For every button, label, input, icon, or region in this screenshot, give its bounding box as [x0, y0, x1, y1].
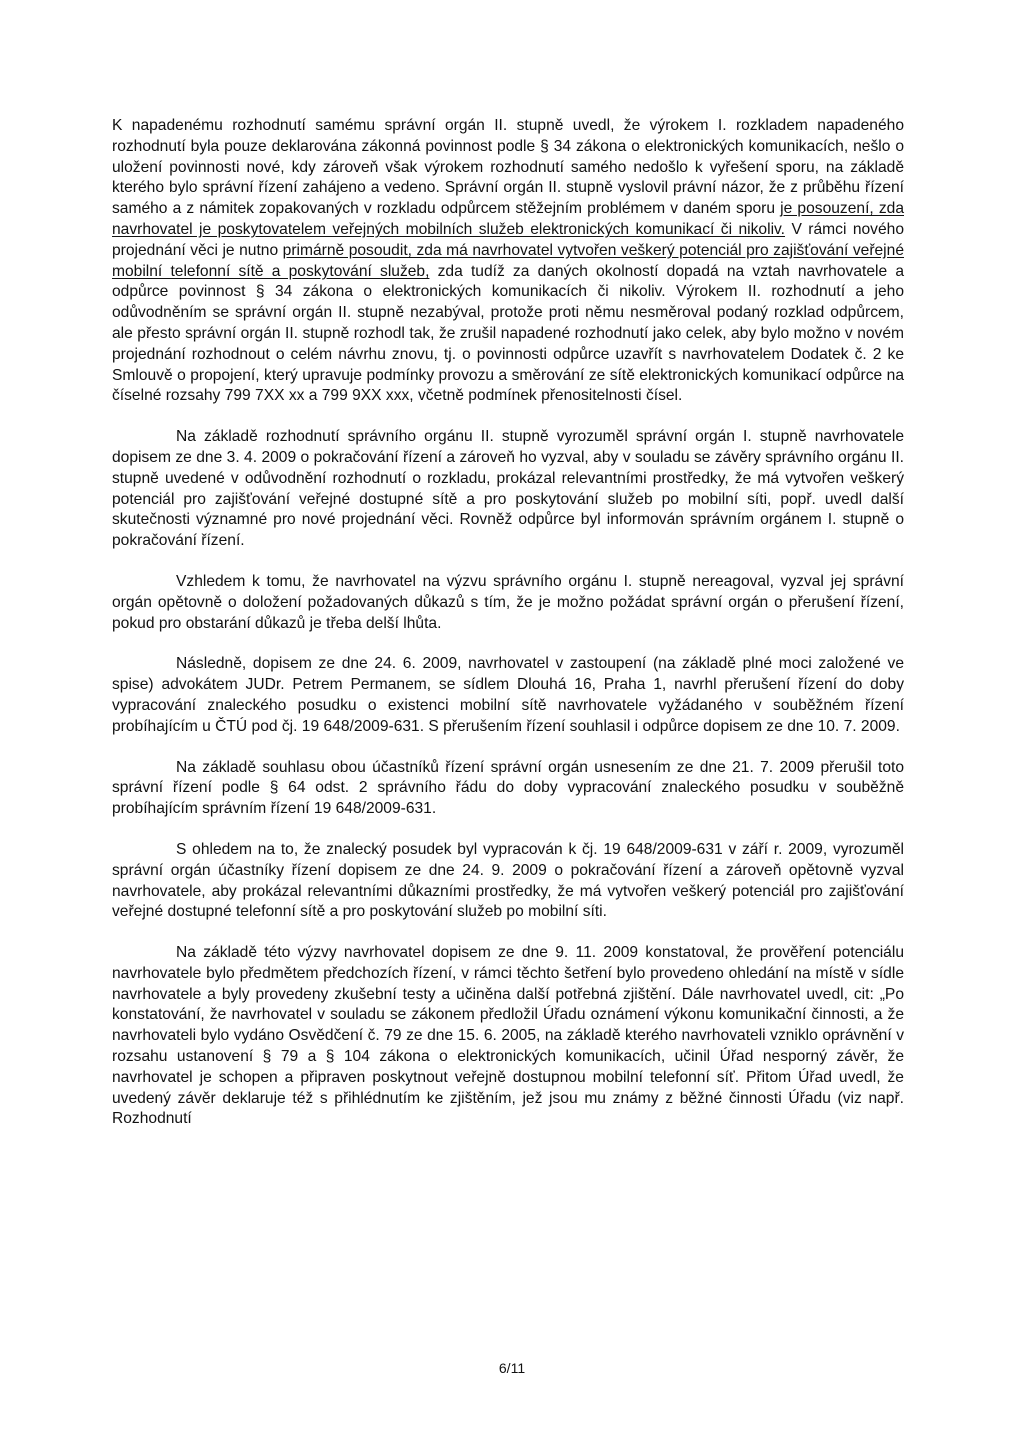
paragraph-text: Na základě této výzvy navrhovatel dopisem ze dne 9. 11. 2009 konstatoval, že prověření potenciálu navrhovatele bylo předmětem předchozích řízení, v rámci těchto šetření bylo provedeno ohledání na místě v sídle navrhovatele a byly provedeny zkušební testy a učiněna další potřebná zjištění. Dále navrhovatel uvedl, cit: „Po konstatování, že navrhovatel v souladu se zákonem předložil Úřadu oznámení výkonu komunikační činnosti, a že navrhovateli bylo vydáno Osvědčení č. 79 ze dne 15. 6. 2005, na základě kterého navrhovateli vzniklo oprávnění v rozsahu ustanovení § 79 a § 104 zákona o elektronických komunikacích, učinil Úřad nesporný závěr, že navrhovatel je schopen a připraven poskytnout veřejně dostupnou mobilní telefonní síť. Přitom Úřad uvedl, že uvedený závěr deklaruje též s přihlédnutím ke zjištěním, jež jsou mu známy z běžné činnosti Úřadu (viz např. Rozhodnutí [112, 944, 904, 1128]
document-body [112, 116, 904, 1130]
paragraph-text: K napadenému rozhodnutí samému správní orgán II. stupně uvedl, že výrokem I. rozkladem napadeného rozhodnutí byla pouze deklarována zákonná povinnost podle § 34 zákona o elektronických komunikacích, nešlo o uložení povinnosti nové, kdy zároveň však výrokem rozhodnutí samého nedošlo k vyřešení sporu, na základě kterého bylo správní řízení zahájeno a vedeno. Správní orgán II. stupně vyslovil právní názor, že z průběhu řízení samého a z námitek zopakovaných v rozkladu odpůrcem stěžejním problémem v daném sporu [112, 117, 904, 218]
paragraph-text: Vzhledem k tomu, že navrhovatel na výzvu správního orgánu I. stupně nereagoval, vyzval jej správní orgán opětovně o doložení požadovaných důkazů s tím, že je možno požádat správní orgán o přerušení řízení, pokud pro obstarání důkazů je třeba delší lhůta. [112, 572, 904, 632]
paragraph-4 [112, 654, 904, 737]
paragraph-7 [112, 943, 904, 1130]
paragraph-text: V rámci nového projednání věci je nutno [112, 220, 904, 259]
paragraph-text: zda tudíž za daných okolností dopadá na vztah navrhovatele a odpůrce povinnost § 34 zákona o elektronických komunikacích či nikoliv. Výrokem II. rozhodnutí a jeho odůvodněním se správní orgán II. stupně nezabýval, protože proti němu nesměroval podaný rozklad odpůrcem, ale přesto správní orgán II. stupně rozhodl tak, že zrušil napadené rozhodnutí jako celek, aby bylo možno v novém projednání rozhodnout o celém návrhu znovu, tj. o povinnosti odpůrce uzavřít s navrhovatelem Dodatek č. 2 ke Smlouvě o propojení, který upravuje podmínky provozu a směrování ze sítě elektronických komunikací odpůrce na číselné rozsahy 799 7XX xx a 799 9XX xxx, včetně podmínek přenositelnosti čísel. [112, 262, 904, 405]
paragraph-3 [112, 572, 904, 634]
paragraph-text: S ohledem na to, že znalecký posudek byl vypracován k čj. 19 648/2009-631 v září r. 2009, vyrozuměl správní orgán účastníky řízení dopisem ze dne 24. 9. 2009 o pokračování řízení a zároveň opětovně vyzval navrhovatele, aby prokázal relevantními důkazními prostředky, že má vytvořen veškerý potenciál pro zajišťování veřejné dostupné telefonní sítě a pro poskytování služeb po mobilní síti. [112, 840, 904, 921]
paragraph-6 [112, 840, 904, 923]
paragraph-5 [112, 758, 904, 820]
page-number: 6/11 [498, 1360, 526, 1376]
paragraph-text: Následně, dopisem ze dne 24. 6. 2009, navrhovatel v zastoupení (na základě plné moci založené ve spise) advokátem JUDr. Petrem Permanem, se sídlem Dlouhá 16, Praha 1, navrhl přerušení řízení do doby vypracování znaleckého posudku o existenci mobilní sítě navrhovatele vyžádaného v souběžném řízení probíhajícím u ČTÚ pod čj. 19 648/2009-631. S přerušením řízení souhlasil i odpůrce dopisem ze dne 10. 7. 2009. [112, 655, 904, 735]
underlined-text: primárně posoudit, zda má navrhovatel vytvořen veškerý potenciál pro zajišťování veřejné mobilní telefonní sítě a poskytování služeb, [112, 241, 904, 280]
underlined-text: je posouzení, zda navrhovatel je poskytovatelem veřejných mobilních služeb elektronických komunikací či nikoliv. [112, 200, 904, 238]
paragraph-text: Na základě souhlasu obou účastníků řízení správní orgán usnesením ze dne 21. 7. 2009 přerušil toto správní řízení podle § 64 odst. 2 správního řádu do doby vypracování znaleckého posudku v souběžně probíhajícím správním řízení 19 648/2009-631. [112, 758, 904, 818]
paragraph-2 [112, 427, 904, 552]
paragraph-1 [112, 116, 904, 407]
paragraph-text: Na základě rozhodnutí správního orgánu II. stupně vyrozuměl správní orgán I. stupně navrhovatele dopisem ze dne 3. 4. 2009 o pokračování řízení a zároveň ho vyzval, aby v souladu se závěry správního orgánu II. stupně uvedené v odůvodnění rozhodnutí o rozkladu, prokázal relevantními prostředky, že má vytvořen veškerý potenciál pro zajišťování veřejné dostupné sítě a pro poskytování služeb po mobilní síti, popř. uvedl další skutečnosti významné pro nové projednání věci. Rovněž odpůrce byl informován správním orgánem I. stupně o pokračování řízení. [112, 428, 904, 550]
